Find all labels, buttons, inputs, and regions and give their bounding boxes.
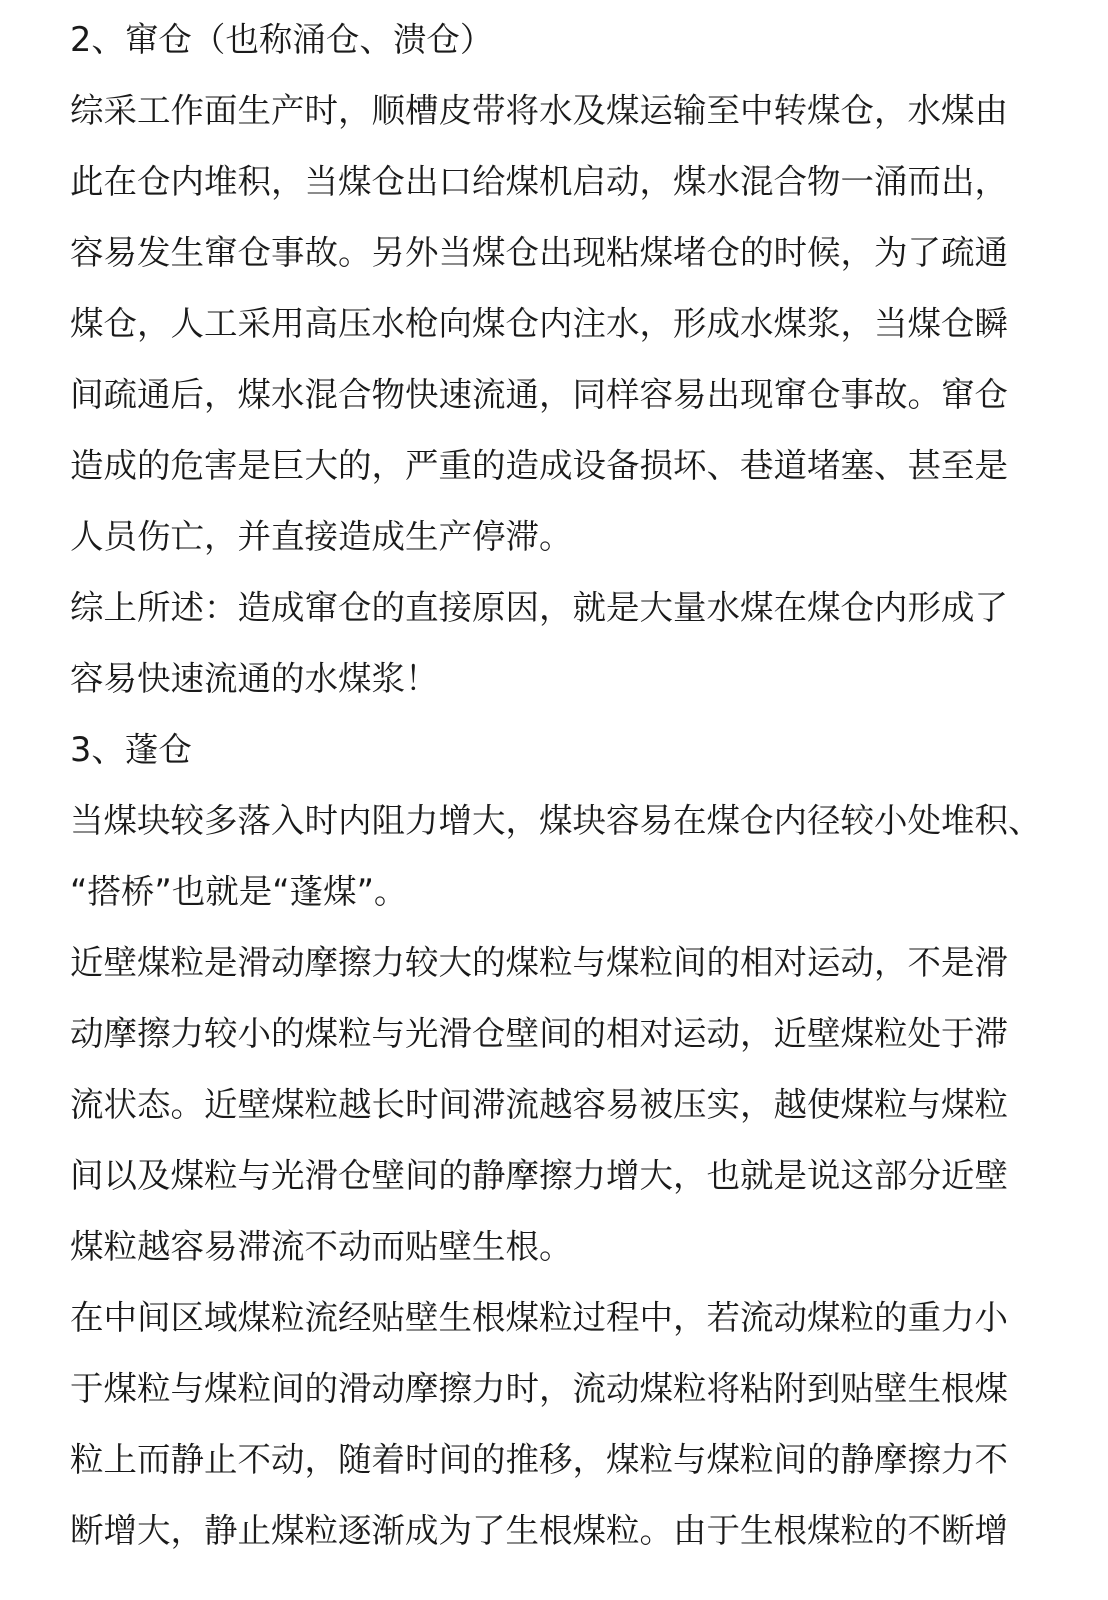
text-line: 粒上而静止不动，随着时间的推移，煤粒与煤粒间的静摩擦力不	[70, 1440, 1008, 1479]
paragraph	[70, 1282, 1080, 1566]
text-line: 2、窜仓（也称涌仓、溃仓）	[70, 20, 494, 59]
text-line: 3、蓬仓	[70, 730, 192, 769]
text-line: 煤仓，人工采用高压水枪向煤仓内注水，形成水煤浆，当煤仓瞬	[70, 304, 1008, 343]
text-line: 造成的危害是巨大的，严重的造成设备损坏、巷道堵塞、甚至是	[70, 446, 1008, 485]
text-line: 当煤块较多落入时内阻力增大，煤块容易在煤仓内径较小处堆积、	[70, 801, 1042, 840]
section-heading	[70, 714, 1080, 785]
text-line: 间疏通后，煤水混合物快速流通，同样容易出现窜仓事故。窜仓	[70, 375, 1008, 414]
text-line: 此在仓内堆积，当煤仓出口给煤机启动，煤水混合物一涌而出，	[70, 162, 1008, 201]
text-line: 于煤粒与煤粒间的滑动摩擦力时，流动煤粒将粘附到贴壁生根煤	[70, 1369, 1008, 1408]
text-line: 煤粒越容易滞流不动而贴壁生根。	[70, 1227, 573, 1266]
paragraph	[70, 572, 1080, 714]
text-line: 近壁煤粒是滑动摩擦力较大的煤粒与煤粒间的相对运动，不是滑	[70, 943, 1008, 982]
paragraph	[70, 75, 1080, 572]
text-line: “搭桥”也就是“蓬煤”。	[70, 872, 408, 911]
document-body	[70, 4, 1080, 1566]
text-line: 流状态。近壁煤粒越长时间滞流越容易被压实，越使煤粒与煤粒	[70, 1085, 1008, 1124]
text-line: 动摩擦力较小的煤粒与光滑仓壁间的相对运动，近壁煤粒处于滞	[70, 1014, 1008, 1053]
text-line: 间以及煤粒与光滑仓壁间的静摩擦力增大，也就是说这部分近壁	[70, 1156, 1008, 1195]
text-line: 综上所述：造成窜仓的直接原因，就是大量水煤在煤仓内形成了	[70, 588, 1008, 627]
text-line: 在中间区域煤粒流经贴壁生根煤粒过程中，若流动煤粒的重力小	[70, 1298, 1008, 1337]
section-heading	[70, 4, 1080, 75]
paragraph	[70, 927, 1080, 1282]
text-line: 容易发生窜仓事故。另外当煤仓出现粘煤堵仓的时候，为了疏通	[70, 233, 1008, 272]
text-line: 综采工作面生产时，顺槽皮带将水及煤运输至中转煤仓，水煤由	[70, 91, 1008, 130]
text-line: 容易快速流通的水煤浆！	[70, 659, 439, 698]
paragraph	[70, 785, 1080, 927]
text-line: 断增大，静止煤粒逐渐成为了生根煤粒。由于生根煤粒的不断增	[70, 1511, 1008, 1550]
text-line: 人员伤亡，并直接造成生产停滞。	[70, 517, 573, 556]
